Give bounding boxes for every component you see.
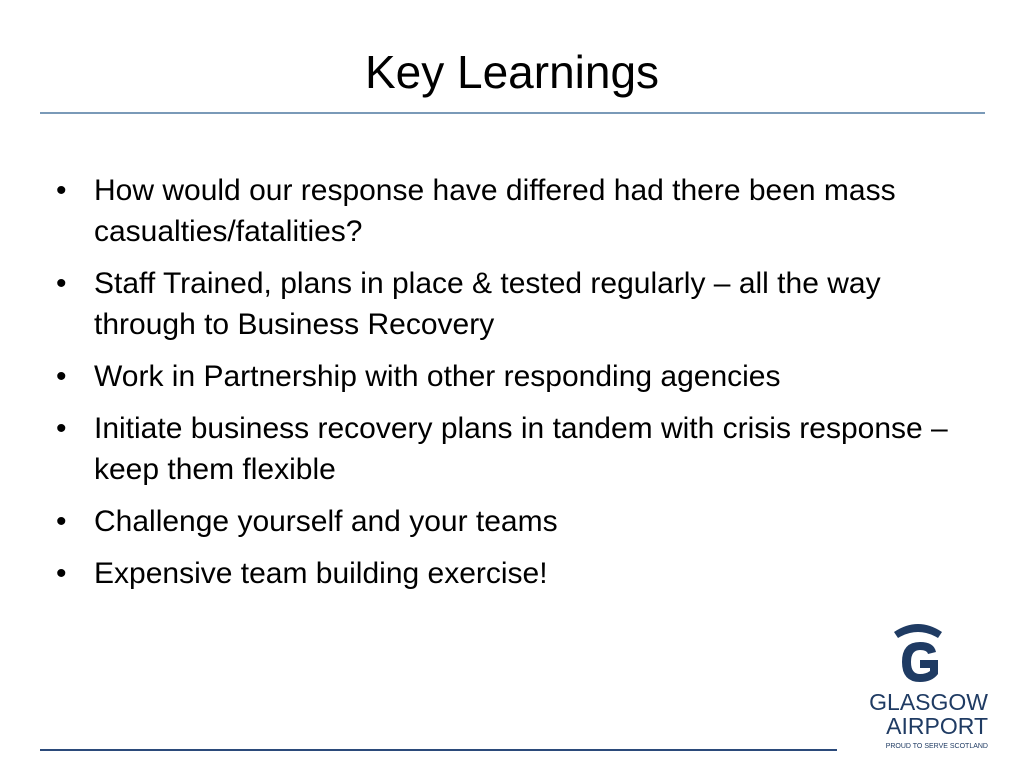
bullet-icon: • [56, 557, 67, 590]
bullet-icon: • [56, 174, 67, 207]
bullet-item [56, 553, 956, 594]
bullet-item [56, 263, 956, 345]
logo-text-glasgow: GLASGOW [869, 689, 988, 715]
title-divider [40, 112, 985, 114]
bullet-text: Challenge yourself and your teams [94, 505, 558, 538]
bullet-item [56, 408, 956, 490]
bullet-text: Staff Trained, plans in place & tested regularly – all the way through to Business Recovery [94, 267, 881, 341]
footer-divider [40, 749, 837, 751]
bullet-item [56, 501, 956, 542]
bullet-icon: • [56, 505, 67, 538]
bullet-text: Work in Partnership with other responding agencies [94, 360, 781, 393]
bullet-text: Initiate business recovery plans in tandem with crisis response – keep them flexible [94, 412, 948, 486]
bullet-icon: • [56, 360, 67, 393]
bullet-icon: • [56, 267, 67, 300]
slide-title: Key Learnings [364, 46, 660, 98]
glasgow-airport-g-logo-icon [890, 618, 946, 684]
bullet-text: Expensive team building exercise! [94, 557, 548, 590]
logo-tagline: PROUD TO SERVE SCOTLAND [885, 743, 988, 750]
bullet-icon: • [56, 412, 67, 445]
bullet-item [56, 170, 956, 252]
bullet-list [56, 170, 956, 605]
bullet-text: How would our response have differed had there been mass casualties/fatalities? [94, 174, 896, 248]
glasgow-airport-logo [848, 618, 998, 758]
bullet-item [56, 356, 956, 397]
logo-text-airport: AIRPORT [886, 713, 988, 739]
